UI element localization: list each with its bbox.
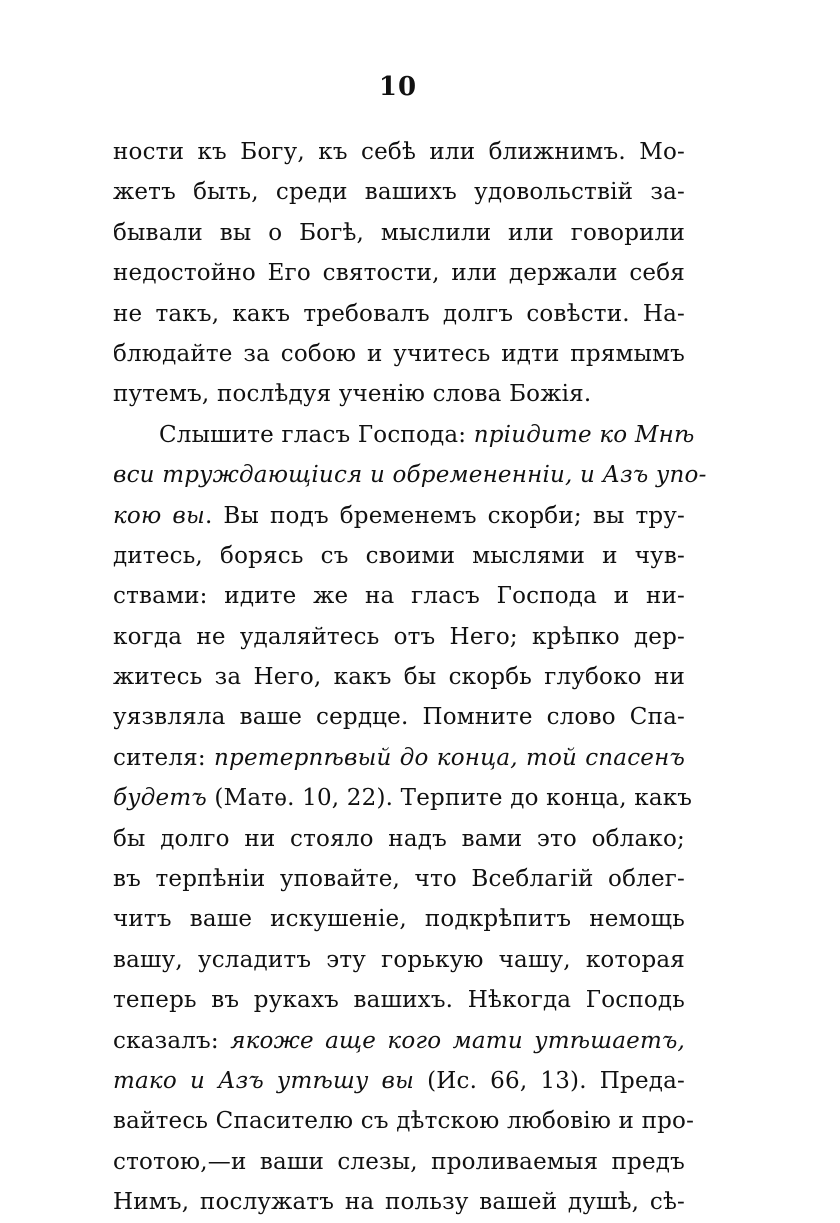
text-line — [113, 415, 695, 455]
italic-quote-segment: будетъ — [113, 785, 207, 812]
italic-quote-segment: пріидите ко Мнѣ — [473, 421, 695, 448]
text-segment: читъ ваше искушеніе, подкрѣпитъ немощь — [113, 906, 685, 933]
text-line — [113, 294, 685, 334]
text-line — [113, 1061, 685, 1101]
text-segment: сителя: — [113, 744, 215, 771]
page-number: 10 — [378, 72, 418, 102]
italic-quote-segment: претерпѣвый до конца, той спасенъ — [214, 744, 685, 771]
text-line — [113, 859, 685, 899]
text-line — [113, 496, 685, 536]
text-line — [113, 172, 685, 212]
text-segment: бы долго ни стояло надъ вами это облако; — [113, 825, 685, 852]
text-line — [113, 940, 685, 980]
text-segment: дитесь, борясь съ своими мыслями и чув- — [113, 542, 685, 569]
text-segment: житесь за Него, какъ бы скорбь глубоко ни — [113, 664, 685, 691]
body-text — [113, 132, 707, 1223]
text-line — [113, 697, 685, 737]
text-segment: ности къ Богу, къ себѣ или ближнимъ. Мо- — [113, 139, 685, 165]
text-line — [113, 455, 707, 495]
italic-quote-segment: тако и Азъ утѣшу вы — [113, 1067, 415, 1094]
text-segment: не такъ, какъ требовалъ долгъ совѣсти. На- — [113, 300, 685, 327]
text-line — [113, 576, 685, 616]
text-line — [113, 253, 685, 293]
text-line — [113, 899, 685, 939]
text-line — [113, 738, 685, 778]
text-line — [113, 617, 685, 657]
text-line — [113, 213, 685, 253]
text-segment: стотою,—и ваши слезы, проливаемыя предъ — [113, 1148, 685, 1175]
text-line — [113, 374, 685, 414]
text-line — [113, 657, 685, 697]
text-segment: путемъ, послѣдуя ученію слова Божія. — [113, 381, 592, 408]
text-line — [113, 819, 685, 859]
italic-quote-segment: кою вы — [113, 502, 205, 529]
text-line — [113, 778, 693, 818]
text-segment: когда не удаляйтесь отъ Него; крѣпко дер- — [113, 623, 685, 650]
text-segment: (Матѳ. 10, 22). Терпите до конца, какъ — [206, 785, 693, 812]
text-line — [113, 1101, 695, 1141]
text-line — [113, 980, 685, 1020]
text-segment: теперь въ рукахъ вашихъ. Нѣкогда Господь — [113, 987, 685, 1014]
text-segment: блюдайте за собою и учитесь идти прямымъ — [113, 340, 685, 367]
text-line — [113, 132, 685, 172]
text-segment: вашу, усладитъ эту горькую чашу, которая — [113, 946, 685, 973]
text-segment: сказалъ: — [113, 1027, 231, 1054]
text-line — [113, 334, 685, 374]
text-segment: въ терпѣніи уповайте, что Всеблагій облег- — [113, 866, 685, 893]
text-line — [113, 536, 685, 576]
text-segment: ствами: идите же на гласъ Господа и ни- — [113, 583, 685, 610]
text-line — [113, 1021, 685, 1061]
text-segment: уязвляла ваше сердце. Помните слово Спа- — [113, 704, 685, 731]
text-segment: жетъ быть, среди вашихъ удовольствій за- — [113, 179, 685, 206]
text-segment: Нимъ, послужатъ на пользу вашей душѣ, сѣ- — [113, 1189, 685, 1216]
text-segment: бывали вы о Богѣ, мыслили или говорили — [113, 219, 685, 246]
text-line — [113, 1142, 685, 1182]
text-segment: недостойно Его святости, или держали себя — [113, 260, 685, 287]
italic-quote-segment: вси труждающіися и обремененніи, и Азъ упо- — [113, 462, 707, 489]
text-segment: (Ис. 66, 13). Преда- — [414, 1067, 685, 1094]
text-segment: вайтесь Спасителю съ дѣтскою любовію и про- — [113, 1108, 695, 1135]
text-segment: . Вы подъ бременемъ скорби; вы тру- — [204, 502, 685, 529]
text-line — [113, 1182, 685, 1222]
italic-quote-segment: якоже аще кого мати утѣшаетъ, — [230, 1027, 685, 1054]
text-segment: Слышите гласъ Господа: — [159, 421, 474, 448]
